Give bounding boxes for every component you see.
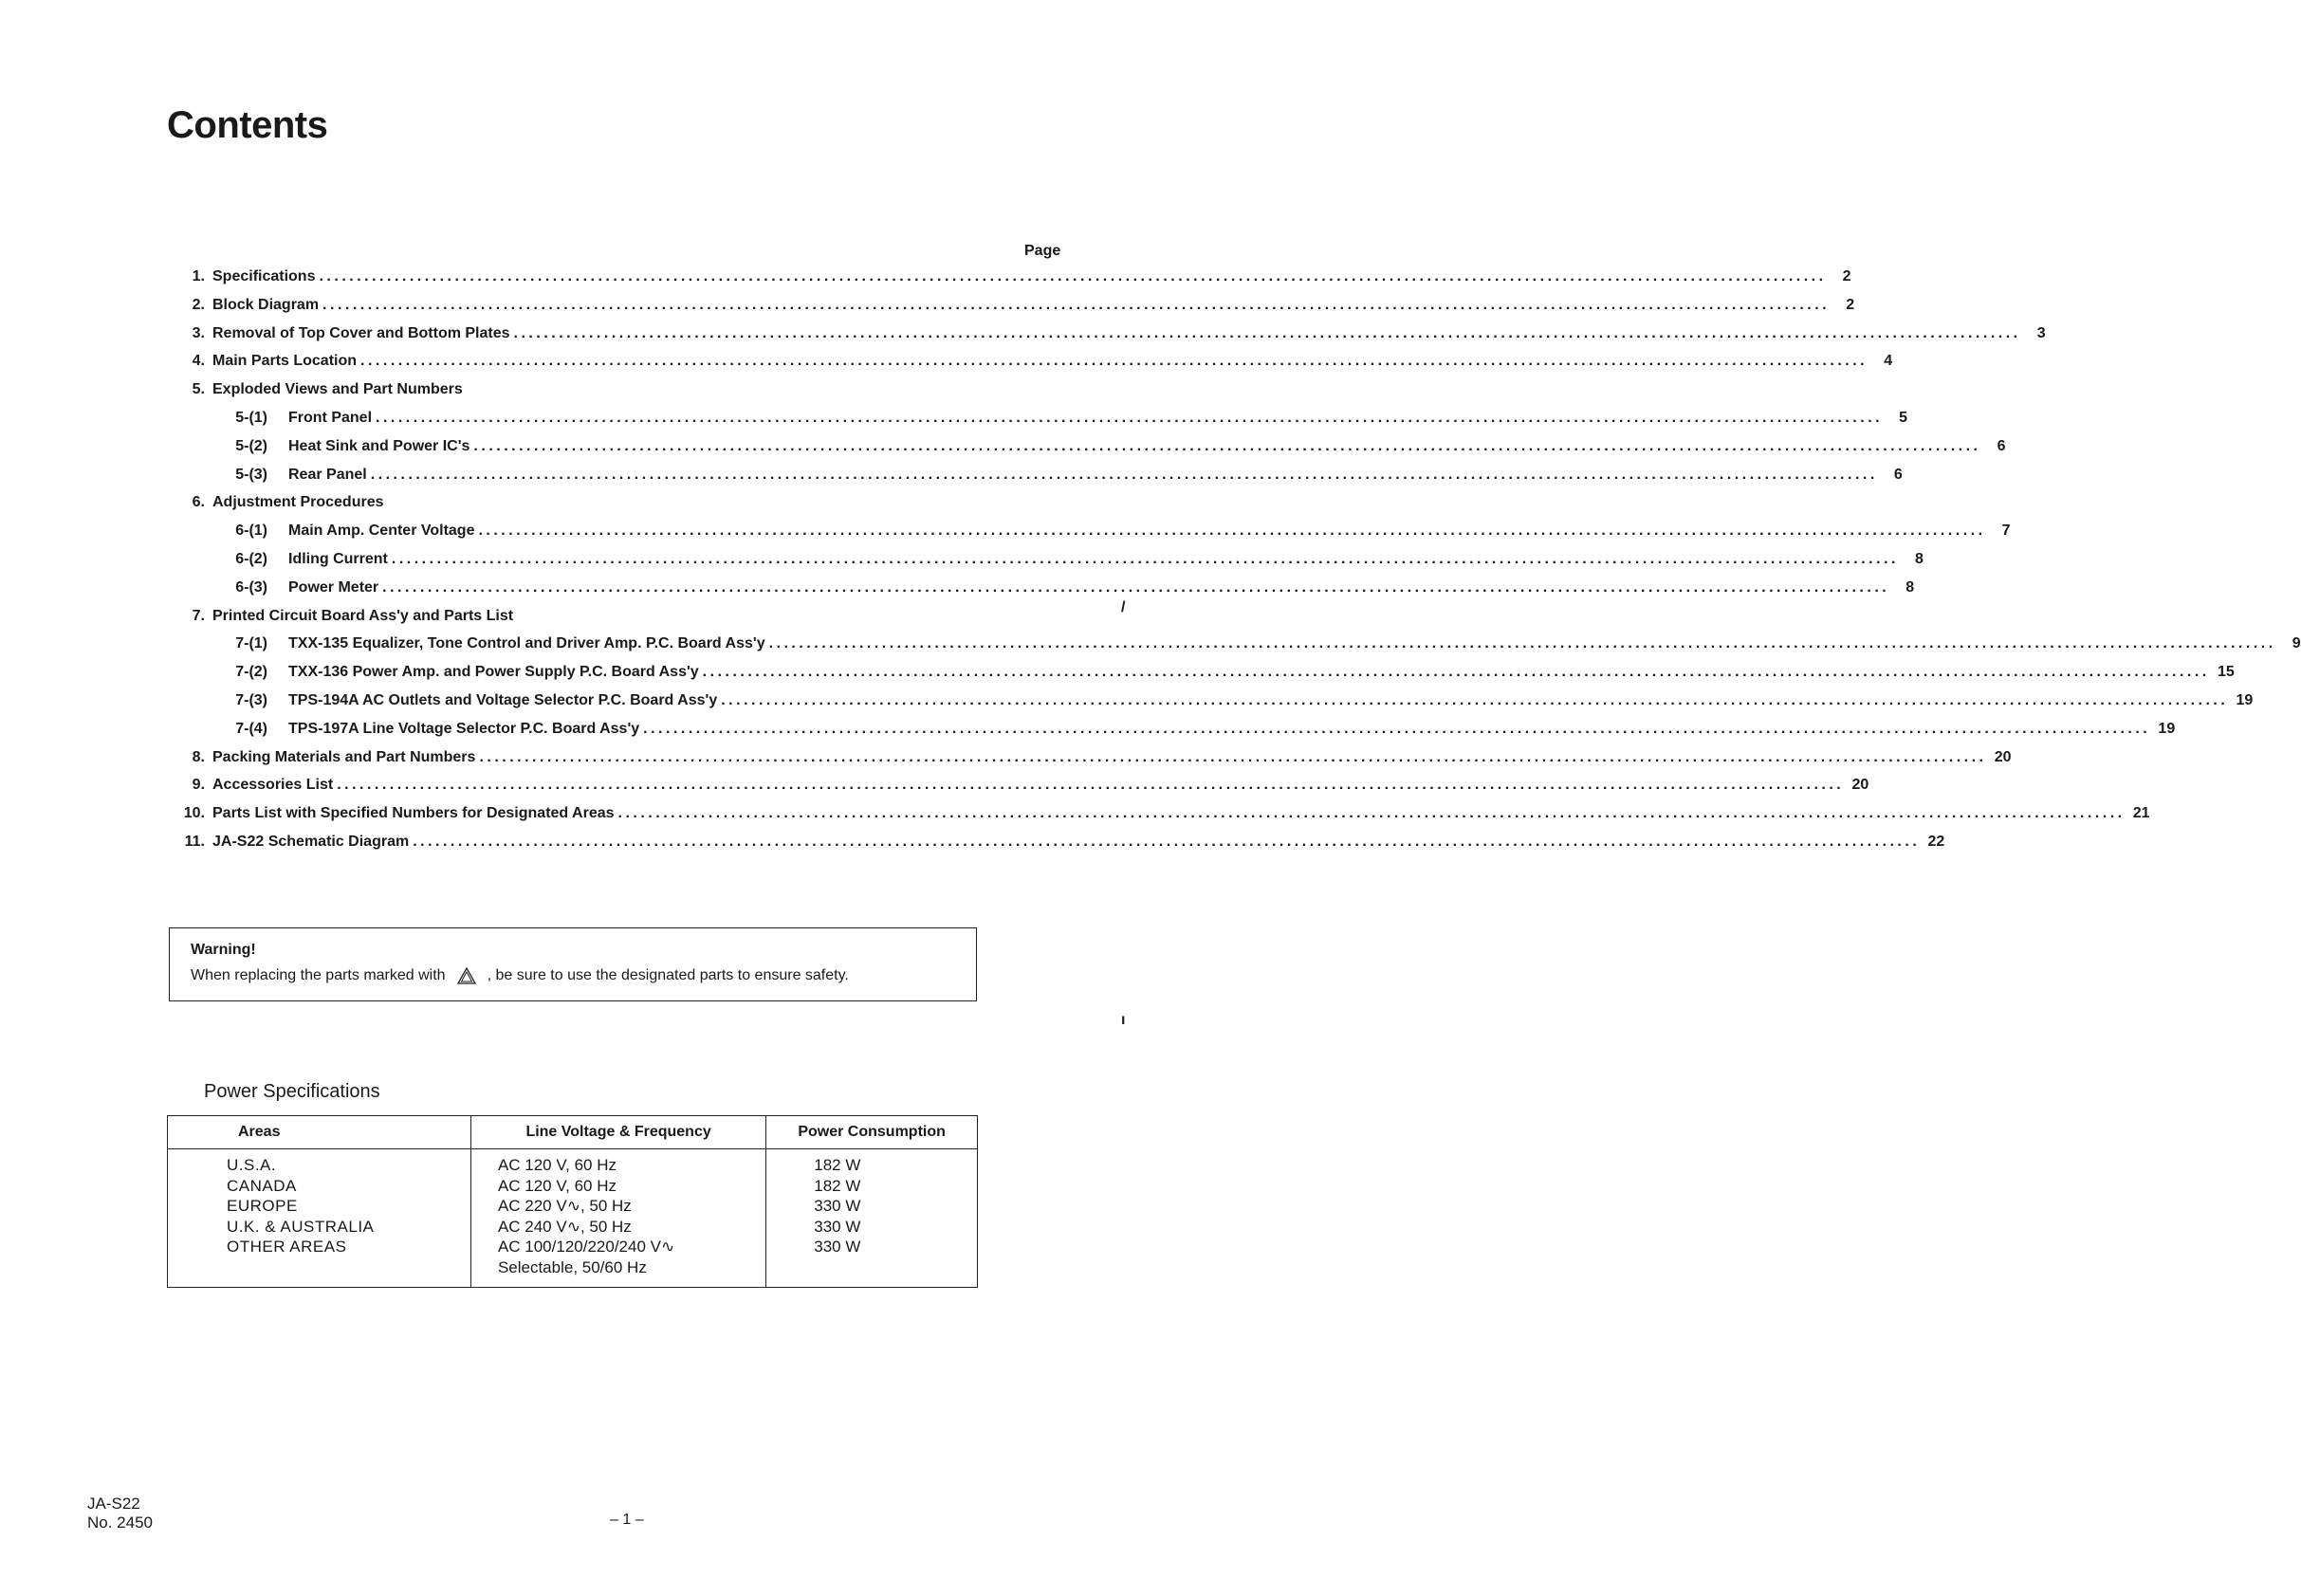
toc-entry-page: 19 [2236,691,2254,708]
toc-entry-title: TPS-194A AC Outlets and Voltage Selector P.C. Board Ass'y [288,691,718,708]
toc-dot-leader: ........................................................................................................................................................................................................ [479,748,1987,765]
table-header-row [168,1116,978,1149]
warning-triangle-icon [457,967,476,984]
toc-entry-title: Removal of Top Cover and Bottom Plates [212,324,510,341]
warning-box [169,927,977,1001]
toc-entry-number: 5. [192,381,205,398]
toc-dot-leader: ........................................................................................................................................................................................................ [721,691,2229,708]
toc-entry-page: 2 [1846,296,1855,313]
toc-entry-title: Specifications [212,268,316,284]
toc-entry-page: 4 [1884,353,1893,370]
toc-dot-leader: ........................................................................................................................................................................................................ [513,324,2021,341]
toc-entry-number: 11. [184,833,205,850]
toc-entry-number: 5-(1) [235,409,267,426]
page-number: – 1 – [610,1512,644,1528]
toc-entry-title: Packing Materials and Part Numbers [212,748,476,765]
toc-entry-page: 3 [2036,324,2046,341]
area-value: OTHER AREAS [227,1238,347,1256]
toc-entry [167,748,2012,778]
toc-entry-title: Accessories List [212,777,334,794]
toc-dot-leader: ........................................................................................................................................................................................................ [322,296,1831,313]
table-of-contents [167,268,2301,862]
power-consumption-column [766,1149,978,1288]
toc-entry-number: 7-(1) [235,635,267,652]
line-voltage-value: AC 120 V, 60 Hz [497,1156,617,1174]
toc-entry-number: 10. [183,805,205,822]
toc-entry-number: 8. [192,748,205,765]
toc-entry [167,777,1869,805]
footer-model-info [87,1495,153,1532]
toc-entry-title: Adjustment Procedures [212,494,384,511]
toc-entry-number: 5-(3) [235,466,267,483]
header-line-voltage: Line Voltage & Frequency [470,1116,765,1149]
toc-entry-page: 20 [1994,748,2012,765]
toc-dot-leader: ........................................................................................................................................................................................................ [473,437,1981,454]
toc-entry-number: 9. [192,777,205,794]
area-value: EUROPE [227,1197,298,1215]
toc-entry-page: 7 [2001,523,2011,540]
toc-entry-number: 3. [192,324,205,341]
line-voltage-value: AC 220 V∿, 50 Hz [497,1197,632,1215]
toc-entry-title: JA-S22 Schematic Diagram [212,833,410,850]
warning-text [191,967,955,984]
toc-entry-number: 7-(2) [235,664,267,681]
power-specifications-title: Power Specifications [204,1081,380,1102]
toc-dot-leader: ........................................................................................................................................................................................................ [768,635,2276,652]
warning-title: Warning! [191,942,256,958]
toc-entry-page: 6 [1997,437,2006,454]
toc-dot-leader: ........................................................................................................................................................................................................ [376,409,1884,426]
toc-page-column-label: Page [1024,243,1061,259]
toc-entry-title: Rear Panel [288,466,367,483]
document-number: No. 2450 [87,1513,153,1532]
toc-entry-number: 6. [192,494,205,511]
toc-entry-page: 5 [1899,409,1908,426]
toc-entry [167,523,2011,551]
toc-entry [167,635,2301,664]
line-voltage-value: AC 100/120/220/240 V∿ [497,1238,675,1256]
toc-entry-page: 21 [2132,805,2150,822]
toc-entry-number: 6-(1) [235,523,267,540]
toc-dot-leader: ........................................................................................................................................................................................................ [360,353,1868,370]
toc-entry-page: 20 [1851,777,1869,794]
toc-entry [167,578,1915,608]
toc-entry [167,381,1047,410]
toc-entry-title: TPS-197A Line Voltage Selector P.C. Board Ass'y [288,720,640,737]
margin-mark: / [1121,599,1126,615]
area-value: CANADA [227,1176,297,1195]
power-consumption-value: 330 W [814,1197,861,1215]
toc-entry [167,409,1908,438]
toc-entry [167,805,2150,834]
toc-entry-number: 2. [192,296,205,313]
toc-entry [167,608,1047,636]
toc-entry-number: 4. [192,353,205,370]
toc-entry [167,466,1903,495]
toc-entry-title: Heat Sink and Power IC's [288,437,470,454]
warning-text-before: When replacing the parts marked with [191,967,446,983]
toc-entry-number: 7-(3) [235,691,267,708]
toc-entry-title: Parts List with Specified Numbers for Designated Areas [212,805,615,822]
toc-entry-title: Front Panel [288,409,373,426]
toc-entry-page: 15 [2217,664,2235,681]
toc-entry-title: TXX-135 Equalizer, Tone Control and Driver Amp. P.C. Board Ass'y [288,635,765,652]
toc-entry-page: 6 [1893,466,1903,483]
toc-entry [167,268,1851,297]
toc-entry-title: Block Diagram [212,296,320,313]
toc-dot-leader: ........................................................................................................................................................................................................ [478,523,1986,540]
toc-entry-page: 19 [2158,720,2176,737]
toc-entry-title: Main Amp. Center Voltage [288,523,475,540]
toc-entry-title: Main Parts Location [212,353,358,370]
toc-entry-number: 5-(2) [235,437,267,454]
header-areas: Areas [168,1116,471,1149]
toc-entry [167,664,2235,692]
toc-entry [167,324,2046,354]
toc-entry-title: Power Meter [288,578,379,596]
margin-mark: ı [1121,1012,1126,1028]
warning-text-after: , be sure to use the designated parts to ensure safety. [487,967,849,983]
toc-entry-page: 9 [2292,635,2301,652]
toc-entry-title: Exploded Views and Part Numbers [212,381,463,398]
toc-dot-leader: ........................................................................................................................................................................................................ [382,578,1890,596]
toc-entry [167,353,1893,381]
power-specifications-table [167,1115,978,1288]
area-value: U.K. & AUSTRALIA [227,1217,375,1236]
power-consumption-value: 182 W [814,1156,861,1174]
power-consumption-value: 330 W [814,1217,861,1236]
power-consumption-value: 182 W [814,1176,861,1195]
toc-entry [167,437,2006,467]
model-name: JA-S22 [87,1495,140,1513]
toc-entry-page: 2 [1842,268,1851,284]
toc-entry [167,833,1945,862]
table-body-row [168,1149,978,1288]
toc-entry-number: 6-(2) [235,550,267,567]
toc-entry [167,550,1924,579]
header-power-consumption: Power Consumption [766,1116,978,1149]
area-value: U.S.A. [227,1156,277,1174]
toc-entry [167,691,2254,721]
toc-dot-leader: ........................................................................................................................................................................................................ [702,664,2210,681]
toc-dot-leader: ........................................................................................................................................................................................................ [643,720,2151,737]
line-voltage-value: AC 240 V∿, 50 Hz [497,1217,632,1236]
toc-entry [167,720,2176,749]
power-consumption-value: 330 W [814,1238,861,1256]
toc-entry [167,296,1855,325]
line-voltage-value: Selectable, 50/60 Hz [497,1257,647,1276]
toc-dot-leader: ........................................................................................................................................................................................................ [391,550,1899,567]
toc-entry-page: 22 [1927,833,1945,850]
toc-entry-number: 7-(4) [235,720,267,737]
line-voltage-value: AC 120 V, 60 Hz [497,1176,617,1195]
toc-entry-page: 8 [1915,550,1924,567]
toc-entry-number: 1. [192,268,205,284]
toc-entry-title: Idling Current [288,550,388,567]
toc-entry-number: 7. [192,607,205,624]
toc-dot-leader: ........................................................................................................................................................................................................ [617,805,2126,822]
toc-entry-page: 8 [1905,578,1915,596]
toc-dot-leader: ........................................................................................................................................................................................................ [413,833,1921,850]
areas-column [168,1149,471,1288]
toc-entry-title: TXX-136 Power Amp. and Power Supply P.C. Board Ass'y [288,664,699,681]
toc-entry-number: 6-(3) [235,578,267,596]
line-voltage-column [470,1149,765,1288]
toc-entry-title: Printed Circuit Board Ass'y and Parts List [212,607,514,624]
toc-dot-leader: ........................................................................................................................................................................................................ [337,777,1845,794]
toc-entry [167,494,1047,523]
page-title: Contents [167,104,328,146]
toc-dot-leader: ........................................................................................................................................................................................................ [319,268,1827,284]
toc-dot-leader: ........................................................................................................................................................................................................ [370,466,1878,483]
